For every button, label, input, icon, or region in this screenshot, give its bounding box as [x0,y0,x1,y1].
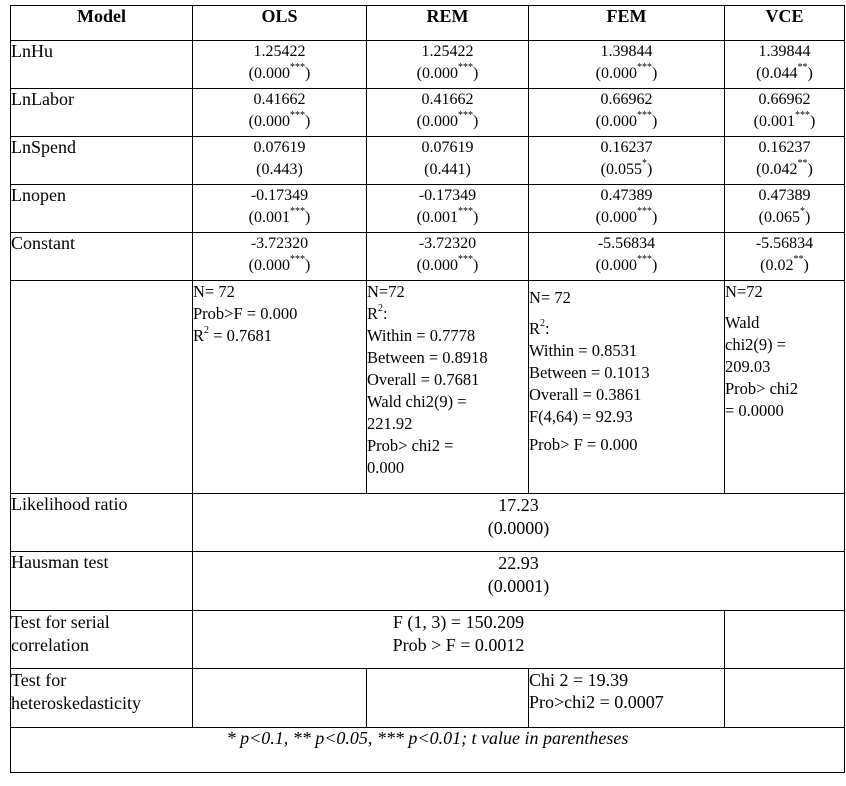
coef-cell: 0.47389 (0.000***) [529,185,725,233]
likelihood-ratio-value: 17.23 (0.0000) [193,494,845,552]
coef-cell: 0.41662 (0.000***) [193,89,367,137]
empty-cell [725,611,845,669]
hausman-test-value: 22.93 (0.0001) [193,552,845,611]
footnote-row [11,728,845,773]
table-row [11,89,845,137]
table-row [11,137,845,185]
serial-correlation-row [11,611,845,669]
coef-cell: 0.07619 (0.443) [193,137,367,185]
coef-cell: 0.47389 (0.065*) [725,185,845,233]
header-fem: FEM [529,6,725,41]
likelihood-ratio-row [11,494,845,552]
table-row [11,233,845,281]
coef-cell: -5.56834 (0.02**) [725,233,845,281]
coef-cell: 1.39844 (0.044**) [725,41,845,89]
row-label: LnLabor [11,89,193,137]
heteroskedasticity-row [11,669,845,728]
coef-cell: -0.17349 (0.001***) [367,185,529,233]
ols-stats: N= 72 Prob>F = 0.000 $R^2 = 0.7681$ [193,281,367,494]
empty-cell [725,669,845,728]
row-label: Lnopen [11,185,193,233]
empty-cell [193,669,367,728]
coef-cell: 1.25422 (0.000***) [367,41,529,89]
table-row [11,185,845,233]
coef-cell: 0.66962 (0.001***) [725,89,845,137]
significance-note: * p<0.1, ** p<0.05, *** p<0.01; t value in parentheses [11,728,845,773]
header-rem: REM [367,6,529,41]
regression-results-table [10,5,845,773]
header-vce: VCE [725,6,845,41]
rem-stats: N=72 $R^2$: Within = 0.7778 Between = 0.8918 Overall = 0.7681 Wald chi2(9) = 221.92 Prob> chi2 = 0.000 [367,281,529,494]
fem-stats: N= 72 $R^2$: Within = 0.8531 Between = 0.1013 Overall = 0.3861 F(4,64) = 92.93 Prob> F = 0.000 [529,281,725,494]
coef-cell: 1.25422 (0.000***) [193,41,367,89]
coef-cell: 0.07619 (0.441) [367,137,529,185]
coef-cell: 0.16237 (0.055*) [529,137,725,185]
serial-correlation-label: Test for serial correlation [11,611,193,669]
hausman-test-label: Hausman test [11,552,193,611]
header-model: Model [11,6,193,41]
coef-cell: 0.66962 (0.000***) [529,89,725,137]
vce-stats: N=72 Wald chi2(9) = 209.03 Prob> chi2 = 0.0000 [725,281,845,494]
coef-cell: -3.72320 (0.000***) [193,233,367,281]
coef-cell: 1.39844 (0.000***) [529,41,725,89]
table-row [11,41,845,89]
row-label: LnSpend [11,137,193,185]
empty-cell [367,669,529,728]
header-row [11,6,845,41]
heteroskedasticity-label: Test for heteroskedasticity [11,669,193,728]
serial-correlation-value: F (1, 3) = 150.209 Prob > F = 0.0012 [193,611,725,669]
heteroskedasticity-value: Chi 2 = 19.39 Pro>chi2 = 0.0007 [529,669,725,728]
coef-cell: -3.72320 (0.000***) [367,233,529,281]
coef-cell: -5.56834 (0.000***) [529,233,725,281]
hausman-test-row [11,552,845,611]
likelihood-ratio-label: Likelihood ratio [11,494,193,552]
coef-cell: -0.17349 (0.001***) [193,185,367,233]
coef-cell: 0.16237 (0.042**) [725,137,845,185]
model-stats-row [11,281,845,494]
header-ols: OLS [193,6,367,41]
row-label: LnHu [11,41,193,89]
row-label: Constant [11,233,193,281]
coef-cell: 0.41662 (0.000***) [367,89,529,137]
stats-label-cell [11,281,193,494]
